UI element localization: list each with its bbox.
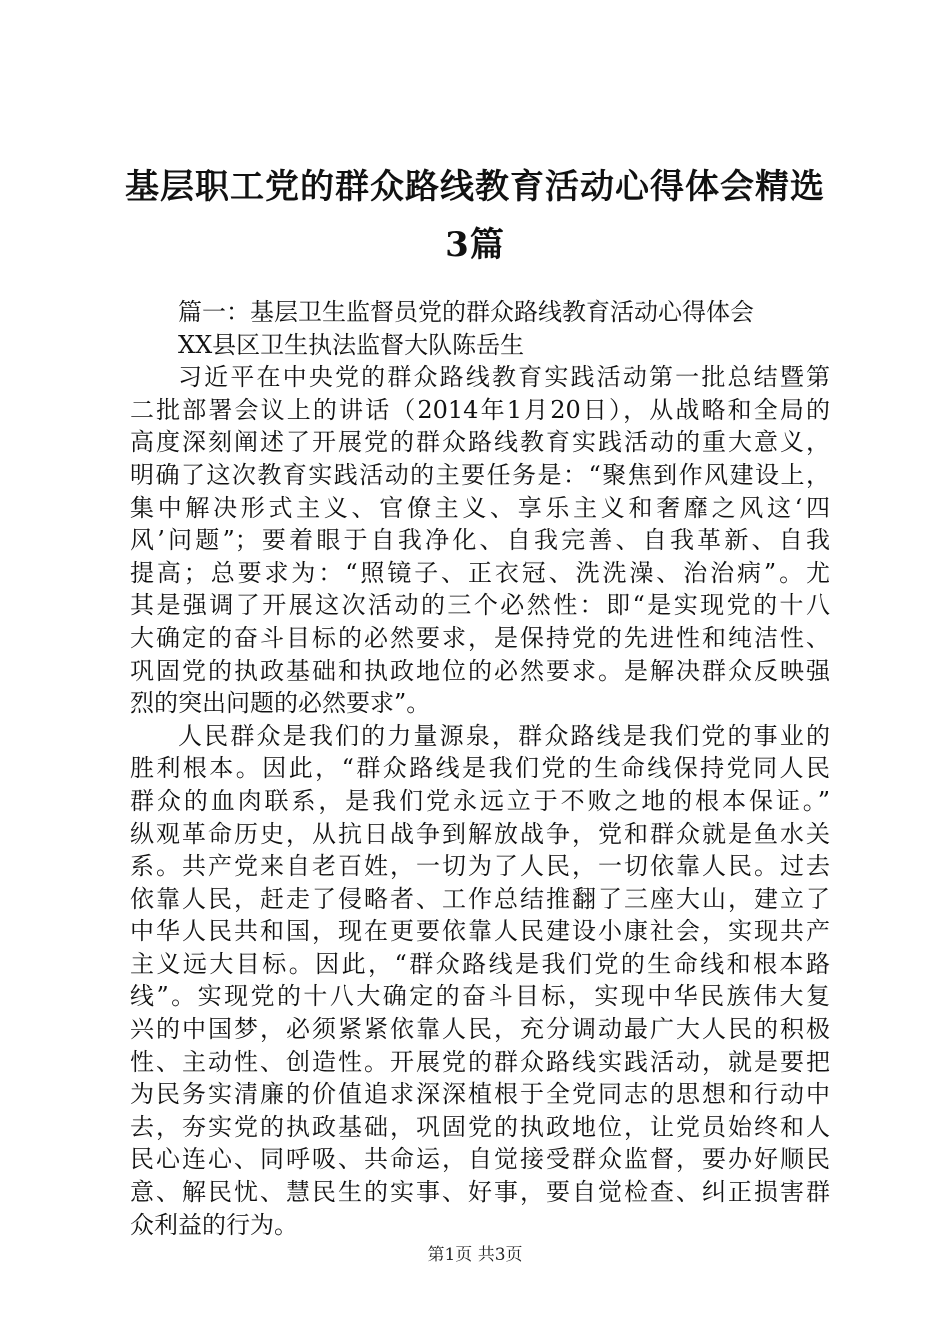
text-line: 兴的中国梦，必须紧紧依靠人民，充分调动最广大人民的积极: [130, 1015, 830, 1044]
text-line: XX县区卫生执法监督大队陈岳生: [178, 330, 525, 359]
text-line: 集中解决形式主义、官僚主义、享乐主义和奢靡之风这‘四: [130, 493, 830, 522]
text-line: 众利益的行为。: [130, 1210, 298, 1239]
text-line: 胜利根本。因此，“群众路线是我们党的生命线保持党同人民: [130, 754, 830, 783]
document-body: [130, 296, 830, 1241]
text-line: 巩固党的执政基础和执政地位的必然要求。是解决群众反映强: [130, 656, 830, 685]
text-line: 线”。实现党的十八大确定的奋斗目标，实现中华民族伟大复: [130, 982, 830, 1011]
text-line: 篇一：基层卫生监督员党的群众路线教育活动心得体会: [178, 298, 754, 326]
page-footer: 第1页 共3页: [427, 1245, 523, 1265]
text-line: 明确了这次教育实践活动的主要任务是：“聚焦到作风建设上，: [130, 460, 830, 489]
text-line: 为民务实清廉的价值追求深深植根于全党同志的思想和行动中: [130, 1080, 830, 1109]
text-line: 主义远大目标。因此，“群众路线是我们党的生命线和根本路: [130, 949, 830, 978]
text-line: 纵观革命历史，从抗日战争到解放战争，党和群众就是鱼水关: [130, 819, 830, 848]
text-line: 二批部署会议上的讲话（2014年1月20日），从战略和全局的: [130, 395, 830, 424]
text-line: 其是强调了开展这次活动的三个必然性：即“是实现党的十八: [130, 591, 830, 620]
text-line: 中华人民共和国，现在更要依靠人民建设小康社会，实现共产: [130, 917, 830, 946]
text-line: 风’问题”；要着眼于自我净化、自我完善、自我革新、自我: [130, 526, 830, 555]
text-line: 群众的血肉联系，是我们党永远立于不败之地的根本保证。”: [130, 786, 830, 815]
text-line: 人民群众是我们的力量源泉，群众路线是我们党的事业的: [178, 721, 830, 750]
title-line-1: 基层职工党的群众路线教育活动心得体会精选: [125, 167, 825, 207]
text-line: 去，夯实党的执政基础，巩固党的执政地位，让党员始终和人: [130, 1112, 830, 1141]
text-line: 烈的突出问题的必然要求”。: [130, 689, 431, 718]
text-line: 性、主动性、创造性。开展党的群众路线实践活动，就是要把: [130, 1047, 830, 1076]
title-line-2: 3篇: [445, 225, 505, 265]
text-line: 高度深刻阐述了开展党的群众路线教育实践活动的重大意义，: [130, 428, 830, 457]
text-line: 提高；总要求为：“照镜子、正衣冠、洗洗澡、治治病”。尤: [130, 558, 830, 587]
text-line: 民心连心、同呼吸、共命运，自觉接受群众监督，要办好顺民: [130, 1145, 830, 1174]
text-line: 大确定的奋斗目标的必然要求，是保持党的先进性和纯洁性、: [130, 623, 830, 652]
text-line: 系。共产党来自老百姓，一切为了人民，一切依靠人民。过去: [130, 852, 830, 881]
text-line: 依靠人民，赶走了侵略者、工作总结推翻了三座大山，建立了: [130, 884, 830, 913]
text-line: 意、解民忧、慧民生的实事、好事，要自觉检查、纠正损害群: [130, 1178, 830, 1207]
document-title: [110, 158, 840, 274]
text-line: 习近平在中央党的群众路线教育实践活动第一批总结暨第: [178, 363, 830, 392]
